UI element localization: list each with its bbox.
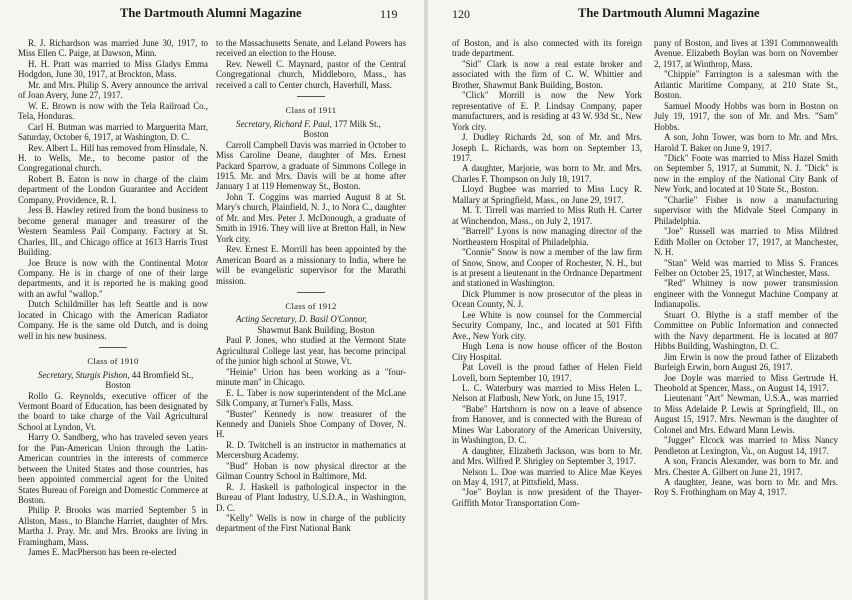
paragraph: Rollo G. Reynolds, executive officer of the Vermont Board of Education, has been designated by the board to take charge of the Vail Agricultural School at Lyndon, Vt.	[18, 390, 208, 432]
paragraph: Paul P. Jones, who studied at the Vermont State Agricultural College last year, has become principal of the junior high school at Stowe, Vt.	[216, 335, 406, 367]
paragraph: Lieutenant "Art" Newman, U.S.A., was married to Miss Adelaide P. Lewis at Springfield, Ill., on August 15, 1917. Mrs. Newman is the daughter of Colonel and Mrs. Edward Mann Lewis.	[654, 393, 838, 435]
paragraph: Philip P. Brooks was married September 5 in Allston, Mass., to Blanche Harriet, daughter of Mrs. Martha J. Pray. Mr. and Mrs. Brooks are living in Framingham, Mass.	[18, 505, 208, 547]
left-column-2	[216, 38, 406, 534]
paragraph: R. J. Richardson was married June 30, 1917, to Miss Ellen C. Paige, at Dawson, Minn.	[18, 38, 208, 59]
paragraph: "Red" Whitney is now power transmission engineer with the Vonnegut Machine Company at Indianapolis.	[654, 278, 838, 310]
paragraph: Robert B. Eaton is now in charge of the claim department of the London Guarantee and Accident Company, Providence, R. I.	[18, 173, 208, 205]
paragraph: R. J. Haskell is pathological inspector in the Bureau of Plant Industry, U.S.D.A., in Washington, D. C.	[216, 481, 406, 513]
paragraph: Carroll Campbell Davis was married in October to Miss Caroline Deane, daughter of Mrs. Ernest Packard Sparrow, a graduate of Simmons College in 1915. Mr. and Mrs. Davis will be at home after January 1 at 119 Hemenway St., Boston.	[216, 139, 406, 192]
paragraph: Lloyd Bugbee was married to Miss Lucy R. Mallary at Springfield, Mass., on June 29, 1917.	[452, 184, 642, 205]
paragraph: to the Massachusetts Senate, and Leland Powers has received an election to the House.	[216, 38, 406, 59]
paragraph: L. C. Waterbury was married to Miss Helen L. Nelson at Flatbush, New York, on June 15, 1917.	[452, 382, 642, 404]
paragraph: Jim Erwin is now the proud father of Elizabeth Burleigh Erwin, born August 26, 1917.	[654, 351, 838, 373]
paragraph: Stuart O. Blythe is a staff member of the Committee on Public Information and connected with the Navy department. He is located at 807 Hibbs Building, Washington, D. C.	[654, 309, 838, 352]
paragraph: "Dick" Foote was married to Miss Hazel Smith on September 5, 1917, at Summit, N. J. "Dick" is now in the employ of the National City Bank of New York, and located at 10 State St., Boston.	[654, 152, 838, 195]
paragraph: Joe Bruce is now with the Continental Motor Company. He is in charge of one of their large departments, and it is reported he is making good with an awful "wallop."	[18, 257, 208, 299]
paragraph: A son, Francis Alexander, was born to Mr. and Mrs. Chester A. Gilbert on June 21, 1917.	[654, 456, 838, 477]
right-column-1	[452, 38, 642, 508]
paragraph: Rev. Ernest E. Morrill has been appointed by the American Board as a missionary to India, where he will be evangelistic supervisor for the Marathi mission.	[216, 244, 406, 286]
running-head-left: The Dartmouth Alumni Magazine	[120, 6, 302, 20]
page-number-right: 120	[452, 7, 470, 21]
paragraph: "Charlie" Fisher is now a manufacturing supervisor with the Midvale Steel Company in Philadelphia.	[654, 194, 838, 226]
paragraph: John T. Coggins was married August 8 at St. Mary's church, Plainfield, N. J., to Nora C., daughter of Mr. and Mrs. Peter J. McDonough, a graduate of Smith in 1916. They will live at Bretton Hall, in New York city.	[216, 191, 406, 244]
paragraph: Jess B. Hawley retired from the bond business to become general manager and treasurer of the Western Seamless Pail Company. Factory at St. Charles, Ill., and Chicago office at 1613 Harris Trust Building.	[18, 205, 208, 258]
class-heading-1910: Class of 1910	[87, 356, 139, 367]
paragraph: Hugh Lena is now house officer of the Boston City Hospital.	[452, 341, 642, 362]
paragraph: W. E. Brown is now with the Tela Railroad Co., Tela, Honduras.	[18, 100, 208, 122]
paragraph: Lee White is now counsel for the Commercial Security Company, Inc., and located at 501 Fifth Ave., New York city.	[452, 309, 642, 341]
paragraph: "Stan" Weld was married to Miss S. Frances Felber on October 25, 1917, at Winchester, Mass.	[654, 257, 838, 278]
paragraph: A daughter, Elizabeth Jackson, was born to Mr. and Mrs. Wilfred P. Shrigley on September 3, 1917.	[452, 445, 642, 467]
page-number-left: 119	[380, 7, 398, 21]
paragraph: Nelson L. Doe was married to Alice Mae Keyes on May 4, 1917, at Pittsfield, Mass.	[452, 466, 642, 488]
paragraph: R. D. Twitchell is an instructor in mathematics at Mercersburg Academy.	[216, 439, 406, 461]
paragraph: James E. MacPherson has been re-elected	[28, 547, 177, 558]
divider	[297, 292, 325, 293]
secretary-addr-1912: Shawmut Bank Building, Boston	[257, 324, 375, 335]
paragraph: A daughter, Marjorie, was born to Mr. and Mrs. Charles F. Thompson on July 18, 1917.	[452, 163, 642, 184]
paragraph: "Joe" Russell was married to Miss Mildred Edith Moller on October 17, 1917, at Manchester, N. H.	[654, 226, 838, 258]
secretary-line-1912: Acting Secretary, D. Basil O'Connor,	[236, 314, 367, 325]
paragraph: "Babe" Hartshorn is now on a leave of absence from Hanover, and is connected with the Bureau of Mines War Laboratory of the American University, in Washington, D. C.	[452, 403, 642, 446]
divider	[99, 347, 127, 348]
paragraph: Mr. and Mrs. Philip S. Avery announce the arrival of Joan Avery, June 27, 1917.	[18, 79, 208, 101]
secretary-city-1910: Boston	[105, 380, 131, 391]
paragraph: Carl H. Butman was married to Marguerita Marr, Saturday, October 6, 1917, at Washington, D. C.	[18, 121, 208, 143]
class-heading-1911: Class of 1911	[285, 105, 337, 116]
paragraph: pany of Boston, and lives at 1391 Commonwealth Avenue. Elizabeth Boylan was born on November 2, 1917, at Winthrop, Mass.	[654, 38, 838, 69]
secretary-line-1910: Secretary, Sturgis Pishon, 44 Bromfield St.,	[38, 369, 194, 380]
left-page	[0, 0, 424, 600]
paragraph: M. T. Tirrell was married to Miss Ruth H. Carter at Winchendon, Mass., on July 2, 1917.	[452, 205, 642, 226]
class-heading-1912: Class of 1912	[285, 300, 337, 311]
paragraph: Pat Lovell is the proud father of Helen Field Lovell, born September 10, 1917.	[452, 362, 642, 383]
secretary-city-1911: Boston	[303, 129, 329, 140]
paragraph: Rev. Newell C. Maynard, pastor of the Central Congregational church, Middleboro, Mass., has received a call to Center church, Haverhill, Mass.	[216, 58, 406, 90]
paragraph: Joe Doyle was married to Miss Gertrude H. Theobold at Spencer, Mass., on August 14, 1917.	[654, 372, 838, 393]
paragraph: H. H. Pratt was married to Miss Gladys Emma Hodgdon, June 30, 1917, at Brockton, Mass.	[18, 58, 208, 80]
secretary-line-1911: Secretary, Richard F. Paul, 177 Milk St.,	[236, 118, 381, 129]
paragraph: "Kelly" Wells is now in charge of the publicity department of the First National Bank	[216, 513, 406, 534]
paragraph: "Joe" Boylan is now president of the Thayer-Griffith Motor Transportation Com-	[452, 487, 642, 508]
divider	[297, 96, 325, 97]
paragraph: J. Dudley Richards 2d, son of Mr. and Mrs. Joseph L. Richards, was born on September 13, 1917.	[452, 132, 642, 163]
right-page	[428, 0, 852, 600]
paragraph: "Click" Morrill is now the New York representative of E. P. Lindsay Company, paper manufacturers, and is residing at 43 W. 93d St., New York city.	[452, 90, 642, 132]
paragraph: of Boston, and is also connected with its foreign trade department.	[452, 38, 642, 59]
paragraph: "Heinie" Urion has been working as a "four-minute man" in Chicago.	[216, 366, 406, 388]
paragraph: A son, John Tower, was born to Mr. and Mrs. Harold T. Baker on June 9, 1917.	[654, 132, 838, 153]
paragraph: "Sid" Clark is now a real estate broker and associated with the firm of C. W. Whittier and Brother, Shawmut Bank Building, Boston.	[452, 58, 642, 90]
paragraph: Samuel Moody Hobbs was born in Boston on July 19, 1917, the son of Mr. and Mrs. "Sam" Hobbs.	[654, 100, 838, 132]
left-column-1	[18, 38, 208, 558]
right-column-2	[654, 38, 838, 498]
paragraph: Rev. Albert L. Hill has removed from Hinsdale, N. H. to Wells, Me., to become pastor of the Congregational church.	[18, 142, 208, 174]
paragraph: Dutch Schildmiller has left Seattle and is now located in Chicago with the American Radiator Company. He is the same old Dutch, and is doing well in his new business.	[18, 299, 208, 341]
paragraph: E. L. Taber is now superintendent of the McLane Silk Company, at Turner's Falls, Mass.	[216, 387, 406, 409]
paragraph: A daughter, Jeane, was born to Mr. and Mrs. Roy S. Frothingham on May 4, 1917.	[654, 477, 838, 498]
paragraph: Harry O. Sandberg, who has traveled seven years for the Pan-American Union through the Latin-American countries in the interests of commerce between the United States and those countries, has been appointed commercial agent for the United States Bureau of Foreign and Domestic Commerce at Boston.	[18, 432, 208, 506]
paragraph: "Jugger" Elcock was married to Miss Nancy Pendleton at Lexington, Va., on August 14, 1917.	[654, 435, 838, 456]
paragraph: "Buster" Kennedy is now treasurer of the Kennedy and Daniels Shoe Company of Dover, N. H.	[216, 408, 406, 440]
paragraph: "Bud" Hoban is now physical director at the Gilman Country School in Baltimore, Md.	[216, 460, 406, 482]
paragraph: "Connie" Snow is now a member of the law firm of Snow, Snow, and Cooper of Rochester, N. H., but is at present a lieutenant in the Ordnance Department and stationed in Washington.	[452, 247, 642, 289]
running-head-right: The Dartmouth Alumni Magazine	[578, 6, 760, 20]
paragraph: "Barrell" Lyons is now managing director of the Northeastern Hospital of Philadelphia.	[452, 226, 642, 247]
paragraph: Dick Plummer is now prosecutor of the pleas in Ocean County, N. J.	[452, 288, 642, 310]
paragraph: "Chippie" Farrington is a salesman with the Atlantic Maritime Company, at 210 State St., Boston.	[654, 69, 838, 101]
